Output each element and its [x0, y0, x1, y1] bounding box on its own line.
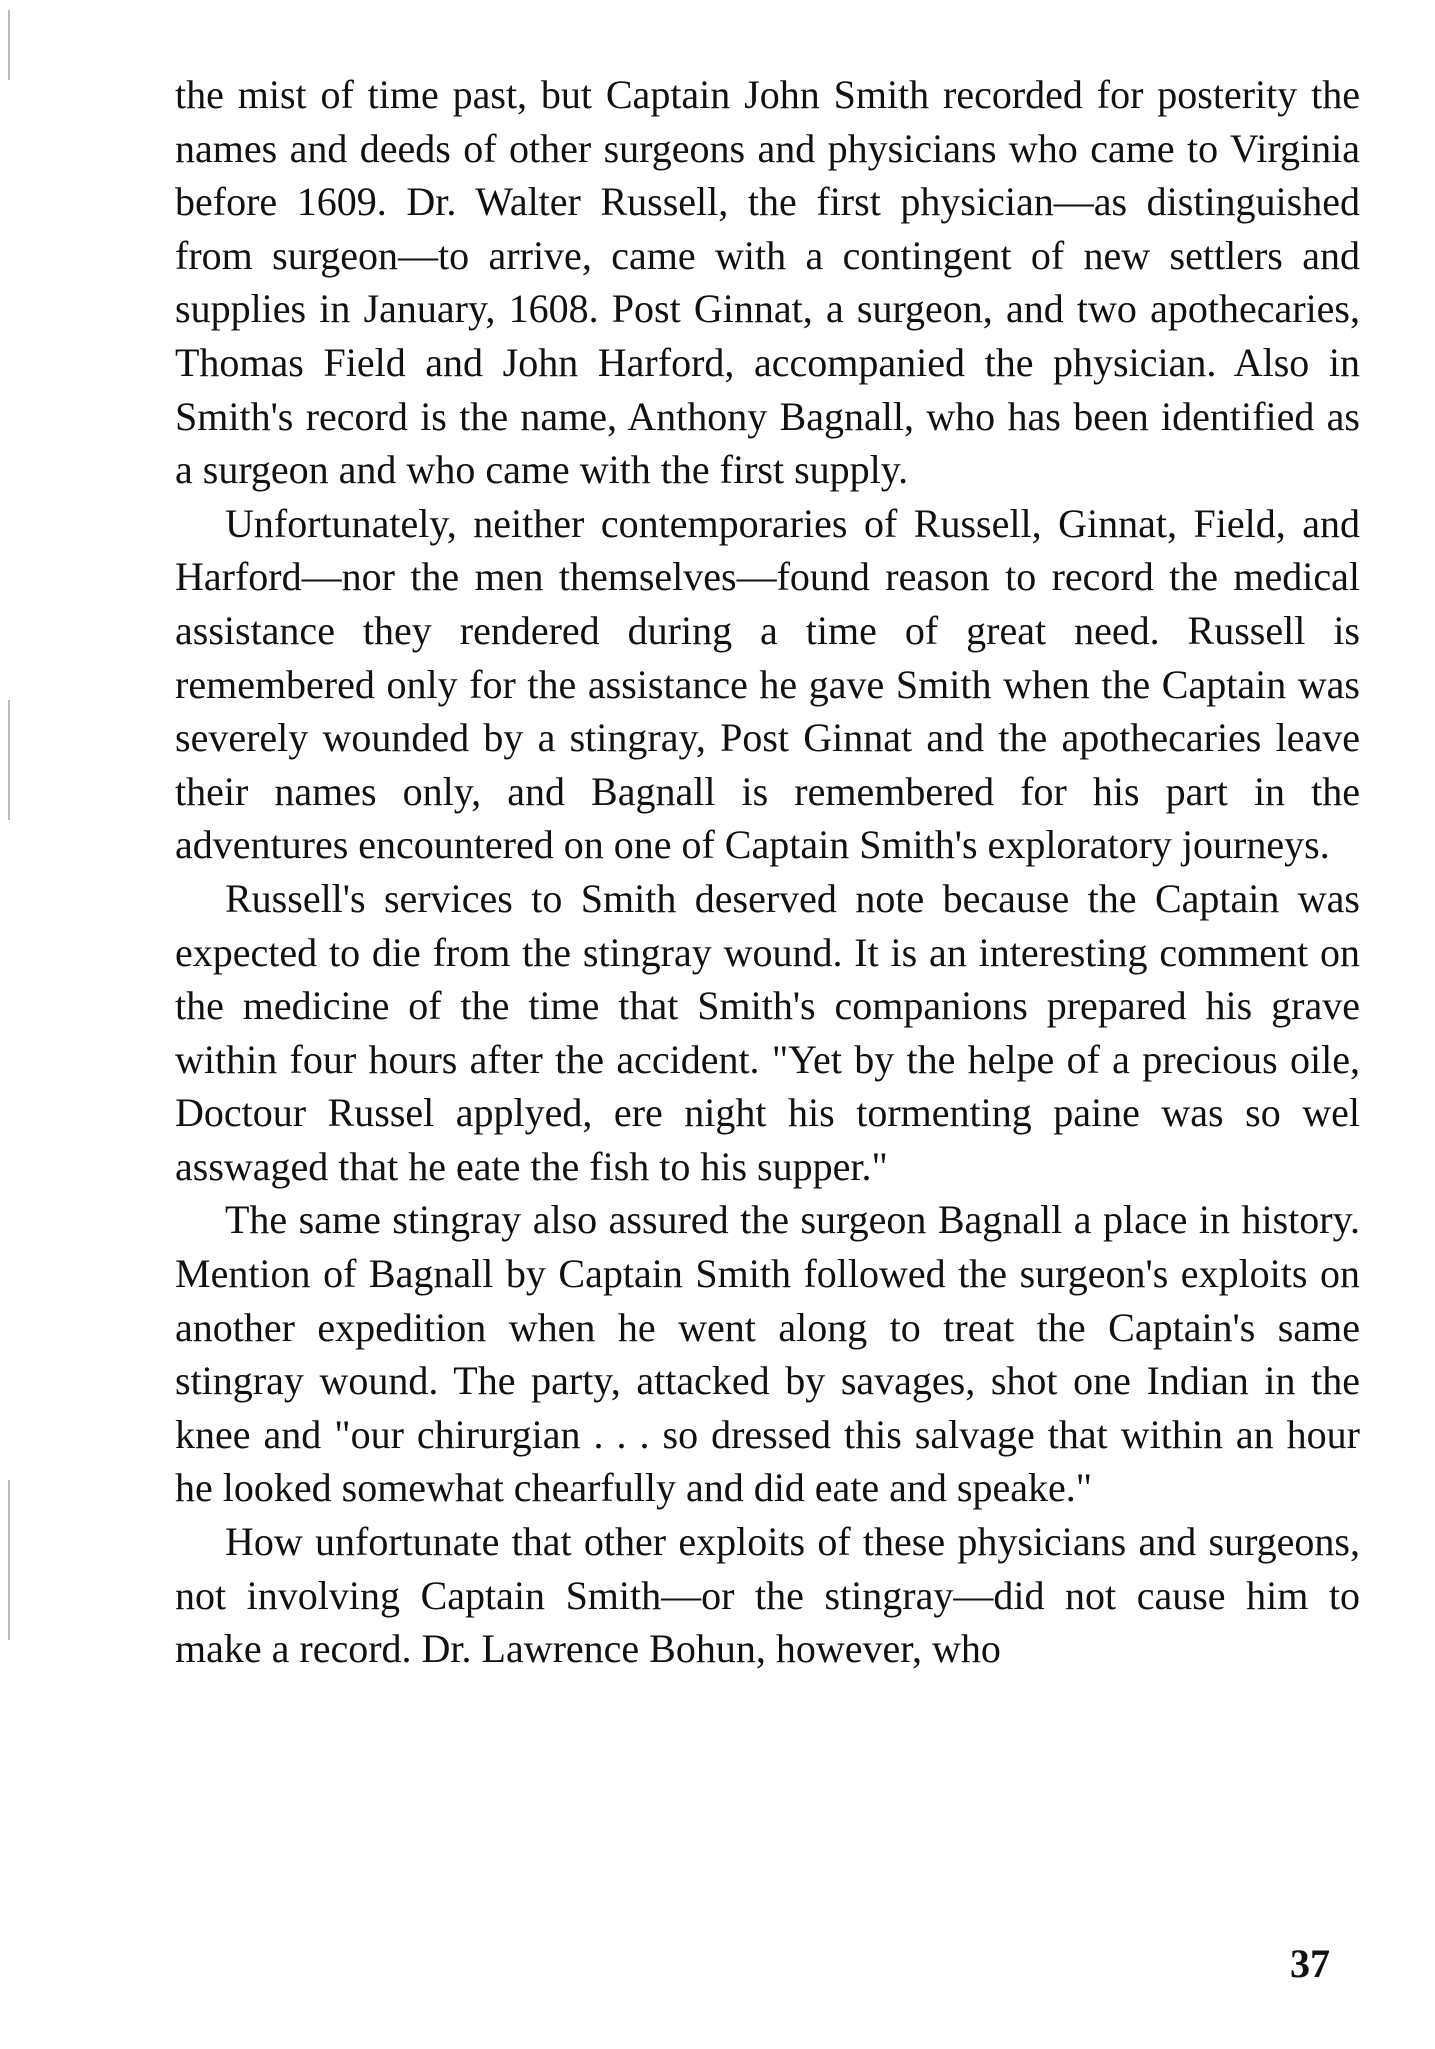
- paragraph: Unfortunately, neither contemporaries of Russell, Ginnat, Field, and Harford—nor the men themselves—found reason to record the medical assistance they rendered during a time of great need. Russell is remembered only for the assistance he gave Smith when the Captain was severely wounded by a stingray, Post Ginnat and the apothecaries leave their names only, and Bagnall is remembered for his part in the adventures encountered on one of Captain Smith's exploratory journeys.: [175, 500, 1360, 868]
- scan-edge-mark: [8, 10, 10, 80]
- paragraph: Russell's services to Smith deserved note because the Captain was expected to die from the stingray wound. It is an interesting comment on the medicine of the time that Smith's companions prepared his grave within four hours after the accident. "Yet by the helpe of a precious oile, Doctour Russel applyed, ere night his tormenting paine was so wel asswaged that he eate the fish to his supper.": [175, 875, 1360, 1189]
- paragraph: How unfortunate that other exploits of these physicians and surgeons, not involving Captain Smith—or the stingray—did not cause him to make a record. Dr. Lawrence Bohun, however, who: [175, 1519, 1360, 1672]
- paragraph: The same stingray also assured the surgeon Bagnall a place in history. Mention of Bagnall by Captain Smith followed the surgeon's exploits on another expedition when he went along to treat the Captain's same stingray wound. The party, attacked by savages, shot one Indian in the knee and "our chirurgian . . . so dressed this salvage that within an hour he looked somewhat chearfully and did eate and speake.": [175, 1197, 1360, 1511]
- scan-edge-mark: [8, 1480, 10, 1640]
- body-text: [175, 68, 1360, 1676]
- page-number: 37: [1290, 1941, 1330, 1986]
- scan-edge-mark: [8, 700, 10, 820]
- paragraph-continued: the mist of time past, but Captain John Smith recorded for posterity the names and deeds of other surgeons and physicians who came to Virginia before 1609. Dr. Walter Russell, the first physician—as distinguished from surgeon—to arrive, came with a contingent of new settlers and supplies in January, 1608. Post Ginnat, a surgeon, and two apothecaries, Thomas Field and John Harford, accompanied the physician. Also in Smith's record is the name, Anthony Bagnall, who has been identified as a surgeon and who came with the first supply.: [175, 72, 1360, 493]
